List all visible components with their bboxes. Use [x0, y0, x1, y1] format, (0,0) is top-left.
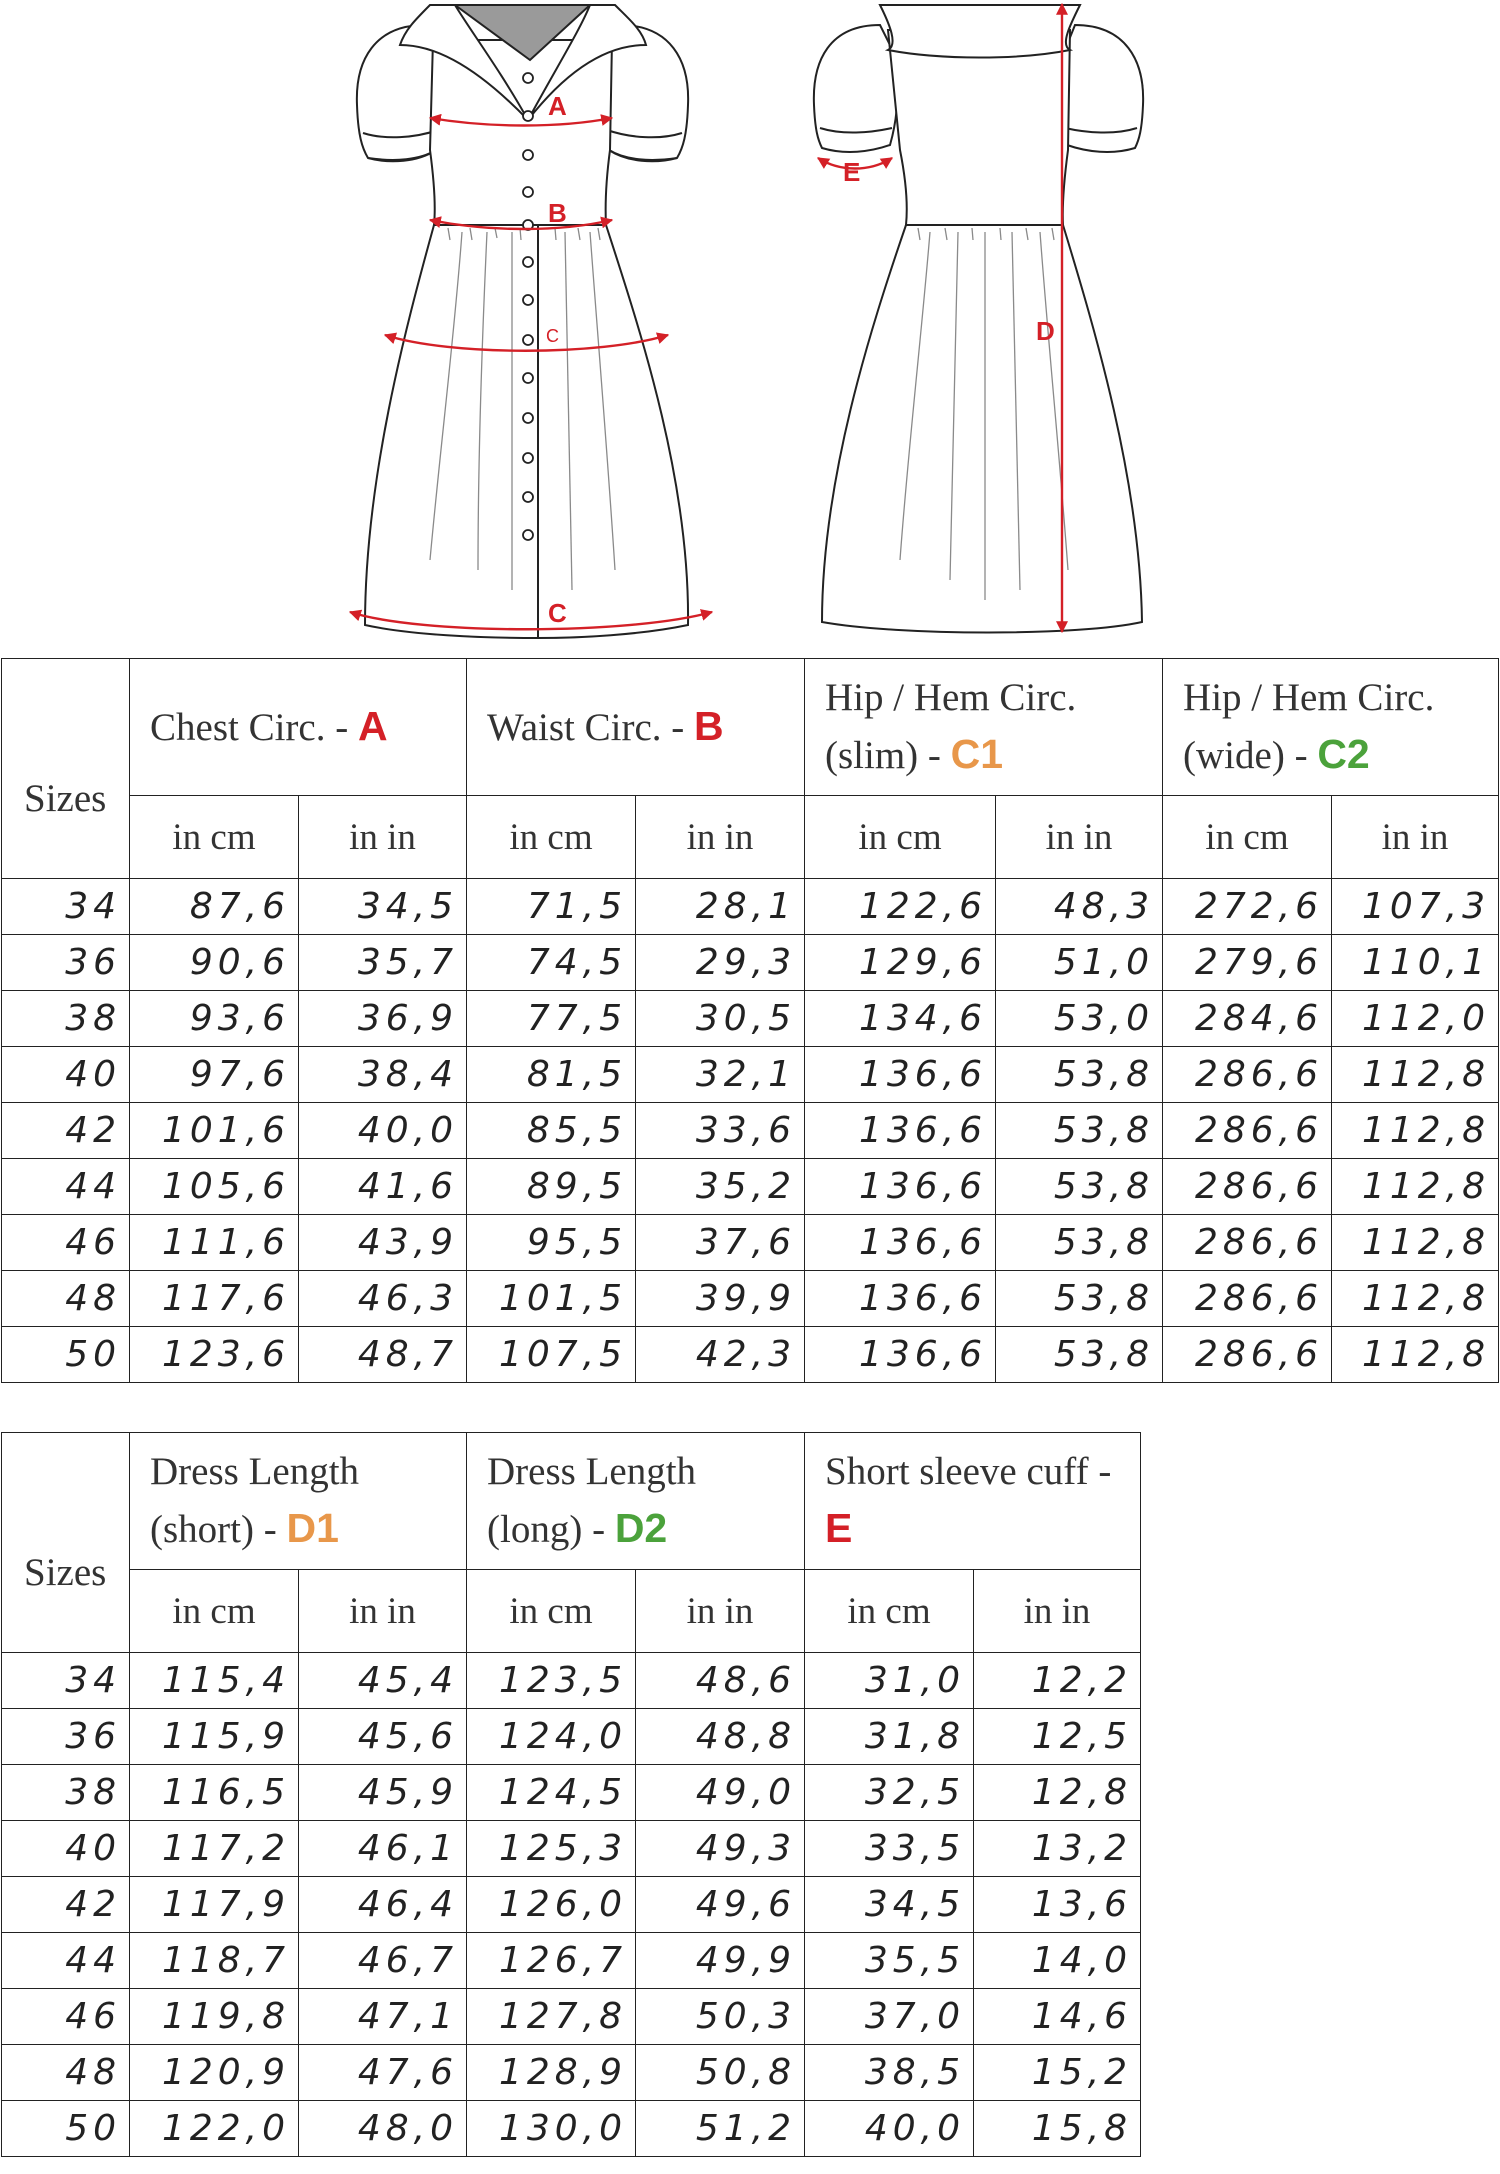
- measurement-cell: 45,6: [299, 1709, 467, 1765]
- measurement-cell: 35,2: [636, 1159, 805, 1215]
- measurement-cell: 30,5: [636, 991, 805, 1047]
- measurement-cell: 53,8: [996, 1103, 1163, 1159]
- measurement-cell: 272,6: [1163, 879, 1332, 935]
- measurement-cell: 53,8: [996, 1047, 1163, 1103]
- sizes-column-header: Sizes: [2, 659, 130, 879]
- measurement-cell: 31,0: [805, 1653, 974, 1709]
- measurement-cell: 87,6: [130, 879, 299, 935]
- unit-header-in: in in: [636, 1570, 805, 1653]
- measurement-cell: 119,8: [130, 1989, 299, 2045]
- measurement-cell: 279,6: [1163, 935, 1332, 991]
- measurement-cell: 126,7: [467, 1933, 636, 1989]
- measurement-cell: 49,3: [636, 1821, 805, 1877]
- size-cell: 44: [2, 1933, 130, 1989]
- unit-header-in: in in: [636, 796, 805, 879]
- measurement-cell: 125,3: [467, 1821, 636, 1877]
- front-label-c-hip: C: [546, 326, 559, 346]
- table-row: [2, 2101, 1141, 2157]
- measurement-cell: 112,8: [1332, 1159, 1499, 1215]
- unit-header-cm: in cm: [1163, 796, 1332, 879]
- group-title: Hip / Hem Circ. (slim) -: [825, 676, 1077, 777]
- measurement-cell: 74,5: [467, 935, 636, 991]
- unit-header-in: in in: [299, 796, 467, 879]
- measurement-cell: 136,6: [805, 1047, 996, 1103]
- table-row: [2, 1327, 1499, 1383]
- measurement-cell: 286,6: [1163, 1215, 1332, 1271]
- dress-back-view: [814, 5, 1143, 633]
- table-row: [2, 1821, 1141, 1877]
- measurement-cell: 124,5: [467, 1765, 636, 1821]
- measure-code: A: [357, 703, 388, 749]
- size-cell: 48: [2, 1271, 130, 1327]
- measure-code: C2: [1317, 731, 1370, 777]
- size-table-circumference: [1, 658, 1499, 1383]
- table-row: [2, 1989, 1141, 2045]
- measurement-cell: 136,6: [805, 1271, 996, 1327]
- table-body: [2, 1653, 1141, 2157]
- measurement-cell: 123,5: [467, 1653, 636, 1709]
- sizes-column-header: Sizes: [2, 1433, 130, 1653]
- measurement-cell: 33,6: [636, 1103, 805, 1159]
- measurement-cell: 117,9: [130, 1877, 299, 1933]
- measurement-cell: 286,6: [1163, 1103, 1332, 1159]
- measurement-cell: 29,3: [636, 935, 805, 991]
- measurement-cell: 43,9: [299, 1215, 467, 1271]
- measurement-cell: 45,4: [299, 1653, 467, 1709]
- measurement-cell: 129,6: [805, 935, 996, 991]
- measurement-cell: 112,8: [1332, 1047, 1499, 1103]
- column-group-waist: [467, 659, 805, 796]
- measurement-cell: 38,4: [299, 1047, 467, 1103]
- table-body: [2, 879, 1499, 1383]
- measurement-cell: 40,0: [805, 2101, 974, 2157]
- table-row: [2, 1215, 1499, 1271]
- measurement-cell: 111,6: [130, 1215, 299, 1271]
- measurement-cell: 39,9: [636, 1271, 805, 1327]
- measurement-cell: 13,6: [974, 1877, 1141, 1933]
- column-group-hip-slim: [805, 659, 1163, 796]
- group-title: Chest Circ. -: [150, 706, 358, 749]
- measurement-cell: 32,1: [636, 1047, 805, 1103]
- measure-code: B: [694, 703, 724, 749]
- table-row: [2, 1653, 1141, 1709]
- measurement-cell: 28,1: [636, 879, 805, 935]
- unit-header-cm: in cm: [130, 796, 299, 879]
- measurement-cell: 12,8: [974, 1765, 1141, 1821]
- measurement-cell: 112,8: [1332, 1103, 1499, 1159]
- measurement-cell: 14,0: [974, 1933, 1141, 1989]
- unit-header-cm: in cm: [805, 796, 996, 879]
- measurement-cell: 136,6: [805, 1327, 996, 1383]
- table-row: [2, 1933, 1141, 1989]
- unit-header-in: in in: [1332, 796, 1499, 879]
- measurement-cell: 53,8: [996, 1215, 1163, 1271]
- dress-measurement-figure: [0, 0, 1500, 650]
- measurement-cell: 34,5: [299, 879, 467, 935]
- measurement-cell: 112,0: [1332, 991, 1499, 1047]
- column-group-chest: [130, 659, 467, 796]
- group-title: Hip / Hem Circ. (wide) -: [1183, 676, 1435, 777]
- size-cell: 38: [2, 1765, 130, 1821]
- measurement-cell: 127,8: [467, 1989, 636, 2045]
- unit-header-in: in in: [299, 1570, 467, 1653]
- measurement-cell: 41,6: [299, 1159, 467, 1215]
- measurement-cell: 117,2: [130, 1821, 299, 1877]
- measurement-cell: 47,1: [299, 1989, 467, 2045]
- measurement-cell: 51,2: [636, 2101, 805, 2157]
- table-row: [2, 2045, 1141, 2101]
- measurement-cell: 116,5: [130, 1765, 299, 1821]
- column-group-sleeve-cuff: [805, 1433, 1141, 1570]
- measurement-cell: 122,0: [130, 2101, 299, 2157]
- measurement-cell: 130,0: [467, 2101, 636, 2157]
- measurement-cell: 118,7: [130, 1933, 299, 1989]
- measurement-cell: 123,6: [130, 1327, 299, 1383]
- measurement-cell: 136,6: [805, 1103, 996, 1159]
- size-cell: 50: [2, 1327, 130, 1383]
- measurement-cell: 15,2: [974, 2045, 1141, 2101]
- size-cell: 50: [2, 2101, 130, 2157]
- table-row: [2, 1103, 1499, 1159]
- measurement-cell: 12,2: [974, 1653, 1141, 1709]
- measurement-cell: 48,8: [636, 1709, 805, 1765]
- back-label-d: D: [1036, 316, 1055, 346]
- measurement-cell: 46,3: [299, 1271, 467, 1327]
- column-group-length-short: [130, 1433, 467, 1570]
- table-row: [2, 1877, 1141, 1933]
- measurement-cell: 77,5: [467, 991, 636, 1047]
- table-header-row: [2, 659, 1499, 796]
- size-cell: 42: [2, 1103, 130, 1159]
- measurement-cell: 122,6: [805, 879, 996, 935]
- measurement-cell: 120,9: [130, 2045, 299, 2101]
- group-title: Dress Length (long) -: [487, 1450, 697, 1551]
- measurement-cell: 286,6: [1163, 1159, 1332, 1215]
- front-label-b: B: [548, 198, 567, 228]
- column-group-length-long: [467, 1433, 805, 1570]
- size-cell: 34: [2, 1653, 130, 1709]
- measurement-cell: 115,4: [130, 1653, 299, 1709]
- measurement-cell: 85,5: [467, 1103, 636, 1159]
- size-cell: 48: [2, 2045, 130, 2101]
- measurement-cell: 284,6: [1163, 991, 1332, 1047]
- front-label-c-hem: C: [548, 598, 567, 628]
- measurement-cell: 286,6: [1163, 1271, 1332, 1327]
- table-row: [2, 1047, 1499, 1103]
- measurement-cell: 49,9: [636, 1933, 805, 1989]
- size-table-length-cuff: [1, 1432, 1141, 2157]
- measurement-cell: 112,8: [1332, 1271, 1499, 1327]
- measure-code: D1: [286, 1505, 339, 1551]
- measurement-cell: 97,6: [130, 1047, 299, 1103]
- unit-header-in: in in: [996, 796, 1163, 879]
- measurement-cell: 53,8: [996, 1327, 1163, 1383]
- size-cell: 36: [2, 1709, 130, 1765]
- measurement-cell: 49,0: [636, 1765, 805, 1821]
- measurement-cell: 50,8: [636, 2045, 805, 2101]
- measurement-cell: 46,1: [299, 1821, 467, 1877]
- measurement-cell: 35,7: [299, 935, 467, 991]
- measurement-cell: 49,6: [636, 1877, 805, 1933]
- size-cell: 40: [2, 1821, 130, 1877]
- measurement-cell: 51,0: [996, 935, 1163, 991]
- measurement-cell: 101,5: [467, 1271, 636, 1327]
- measurement-cell: 107,5: [467, 1327, 636, 1383]
- unit-header-in: in in: [974, 1570, 1141, 1653]
- measurement-cell: 81,5: [467, 1047, 636, 1103]
- measurement-cell: 48,7: [299, 1327, 467, 1383]
- size-cell: 34: [2, 879, 130, 935]
- size-cell: 38: [2, 991, 130, 1047]
- unit-header-cm: in cm: [805, 1570, 974, 1653]
- measurement-cell: 31,8: [805, 1709, 974, 1765]
- measurement-cell: 48,0: [299, 2101, 467, 2157]
- measurement-cell: 105,6: [130, 1159, 299, 1215]
- measure-code: D2: [614, 1505, 668, 1551]
- measurement-cell: 101,6: [130, 1103, 299, 1159]
- unit-header-cm: in cm: [467, 796, 636, 879]
- measurement-cell: 286,6: [1163, 1327, 1332, 1383]
- measurement-cell: 42,3: [636, 1327, 805, 1383]
- measurement-cell: 40,0: [299, 1103, 467, 1159]
- measurement-cell: 134,6: [805, 991, 996, 1047]
- measurement-cell: 136,6: [805, 1159, 996, 1215]
- measurement-cell: 93,6: [130, 991, 299, 1047]
- group-title: Waist Circ. -: [487, 706, 694, 749]
- measurement-cell: 53,0: [996, 991, 1163, 1047]
- size-cell: 42: [2, 1877, 130, 1933]
- size-cell: 46: [2, 1989, 130, 2045]
- back-label-e: E: [843, 157, 861, 187]
- measurement-cell: 12,5: [974, 1709, 1141, 1765]
- measurement-cell: 35,5: [805, 1933, 974, 1989]
- measurement-cell: 136,6: [805, 1215, 996, 1271]
- measurement-cell: 46,4: [299, 1877, 467, 1933]
- measure-code: E: [825, 1505, 853, 1551]
- measure-code: C1: [950, 731, 1004, 777]
- measurement-cell: 126,0: [467, 1877, 636, 1933]
- unit-header-cm: in cm: [130, 1570, 299, 1653]
- measurement-cell: 112,8: [1332, 1327, 1499, 1383]
- measurement-cell: 117,6: [130, 1271, 299, 1327]
- measurement-cell: 71,5: [467, 879, 636, 935]
- table-row: [2, 1765, 1141, 1821]
- measurement-cell: 45,9: [299, 1765, 467, 1821]
- table-row: [2, 1709, 1141, 1765]
- unit-header-cm: in cm: [467, 1570, 636, 1653]
- measurement-cell: 89,5: [467, 1159, 636, 1215]
- measurement-cell: 95,5: [467, 1215, 636, 1271]
- measurement-cell: 107,3: [1332, 879, 1499, 935]
- column-group-hip-wide: [1163, 659, 1499, 796]
- table-row: [2, 1271, 1499, 1327]
- group-title: Dress Length (short) -: [150, 1450, 360, 1551]
- measurement-cell: 48,3: [996, 879, 1163, 935]
- measurement-cell: 110,1: [1332, 935, 1499, 991]
- unit-header-row: [2, 796, 1499, 879]
- measurement-cell: 50,3: [636, 1989, 805, 2045]
- table-header-row: [2, 1433, 1141, 1570]
- measurement-cell: 124,0: [467, 1709, 636, 1765]
- measurement-cell: 37,6: [636, 1215, 805, 1271]
- table-row: [2, 1159, 1499, 1215]
- measurement-cell: 53,8: [996, 1271, 1163, 1327]
- table-row: [2, 879, 1499, 935]
- size-cell: 36: [2, 935, 130, 991]
- measurement-cell: 112,8: [1332, 1215, 1499, 1271]
- measurement-cell: 15,8: [974, 2101, 1141, 2157]
- size-cell: 46: [2, 1215, 130, 1271]
- measurement-cell: 14,6: [974, 1989, 1141, 2045]
- group-title: Short sleeve cuff -: [825, 1450, 1112, 1493]
- front-label-a: A: [548, 91, 567, 121]
- measurement-cell: 37,0: [805, 1989, 974, 2045]
- measurement-cell: 33,5: [805, 1821, 974, 1877]
- size-cell: 40: [2, 1047, 130, 1103]
- unit-header-row: [2, 1570, 1141, 1653]
- measurement-cell: 115,9: [130, 1709, 299, 1765]
- measurement-cell: 47,6: [299, 2045, 467, 2101]
- measurement-cell: 38,5: [805, 2045, 974, 2101]
- table-row: [2, 991, 1499, 1047]
- dress-front-view: [357, 5, 688, 638]
- measurement-cell: 32,5: [805, 1765, 974, 1821]
- measurement-cell: 48,6: [636, 1653, 805, 1709]
- measurement-cell: 34,5: [805, 1877, 974, 1933]
- measurement-cell: 36,9: [299, 991, 467, 1047]
- measurement-cell: 46,7: [299, 1933, 467, 1989]
- measurement-cell: 53,8: [996, 1159, 1163, 1215]
- size-cell: 44: [2, 1159, 130, 1215]
- table-row: [2, 935, 1499, 991]
- measurement-cell: 128,9: [467, 2045, 636, 2101]
- measurement-cell: 286,6: [1163, 1047, 1332, 1103]
- measurement-cell: 90,6: [130, 935, 299, 991]
- measurement-cell: 13,2: [974, 1821, 1141, 1877]
